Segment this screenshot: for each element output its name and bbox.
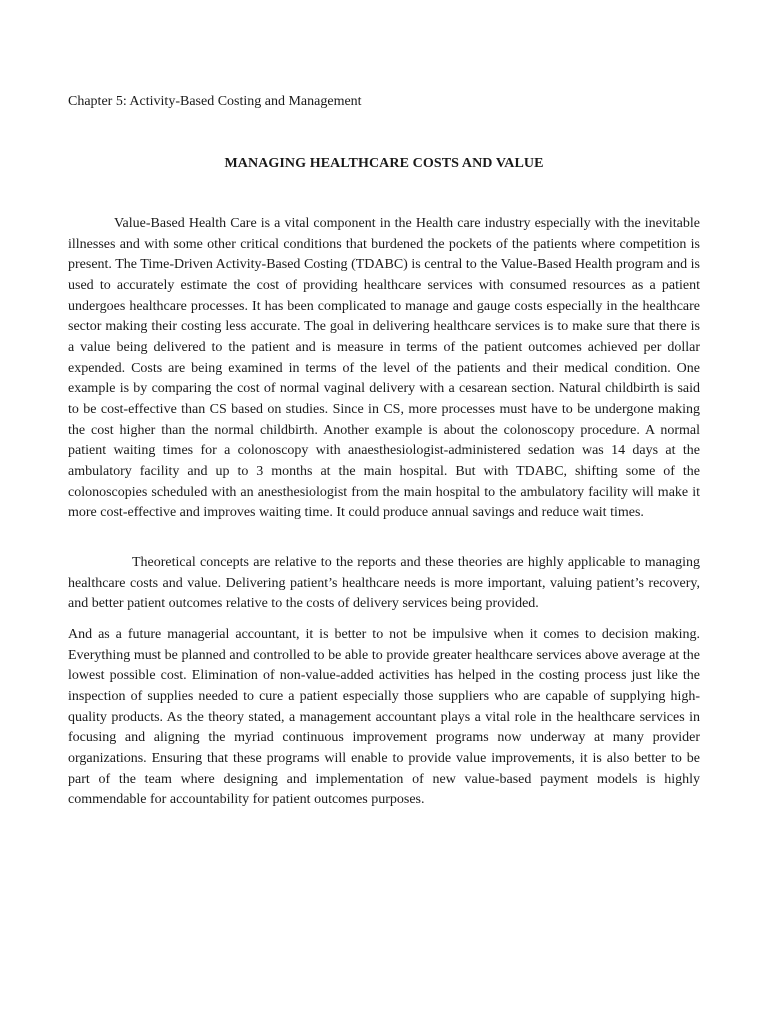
document-title: MANAGING HEALTHCARE COSTS AND VALUE: [224, 156, 544, 171]
paragraph-managerial-accountant: And as a future managerial accountant, it is better to not be impulsive when it comes to decision making. Everything must be planned and controlled to be able to provide greater healthcare services above average at the lowest possible cost. Elimination of non-value-added activities has helped in the costing process just like the inspection of supplies needed to cure a patient especially those suppliers who are capable of supplying high-quality products. As the theory stated, a management accountant plays a vital role in the healthcare services in focusing and aligning the myriad continuous improvement programs now underway at many provider organizations. Ensuring that these programs will enable to provide value improvements, it is also better to be part of the team where designing and implementation of new value-based payment models is highly commendable for accountability for patient outcomes purposes.: [68, 627, 700, 808]
chapter-heading: Chapter 5: Activity-Based Costing and Management: [68, 94, 362, 109]
paragraph-value-based-health-care: Value-Based Health Care is a vital component in the Health care industry especially with the inevitable illnesses and with some other critical conditions that burdened the pockets of the patients where competition is present. The Time-Driven Activity-Based Costing (TDABC) is central to the Value-Based Health program and is used to accurately estimate the cost of providing healthcare services with consumed resources as a patient undergoes healthcare processes. It has been complicated to manage and gauge costs especially in the healthcare sector making their costing less accurate. The goal in delivering healthcare services is to make sure that there is a value being delivered to the patient and is measure in terms of the patient outcomes achieved per dollar expended. Costs are being examined in terms of the level of the patients and their medical condition. One example is by comparing the cost of normal vaginal delivery with a cesarean section. Natural childbirth is said to be cost-effective than CS based on studies. Since in CS, more processes must have to be undergone making the cost higher than the normal childbirth. Another example is about the colonoscopy procedure. A normal patient waiting times for a colonoscopy with anaesthesiologist-administered sedation was 14 days at the ambulatory facility and up to 3 months at the main hospital. But with TDABC, shifting some of the colonoscopies scheduled with an anesthesiologist from the main hospital to the ambulatory facility will make it more cost-effective and improves waiting time. It could produce annual savings and reduce wait times.: [68, 216, 700, 521]
paragraph-theoretical-concepts: Theoretical concepts are relative to the reports and these theories are highly applicable to managing healthcare costs and value. Delivering patient’s healthcare needs is more important, valuing patient’s recovery, and better patient outcomes relative to the costs of delivery services being provided.: [68, 555, 700, 612]
